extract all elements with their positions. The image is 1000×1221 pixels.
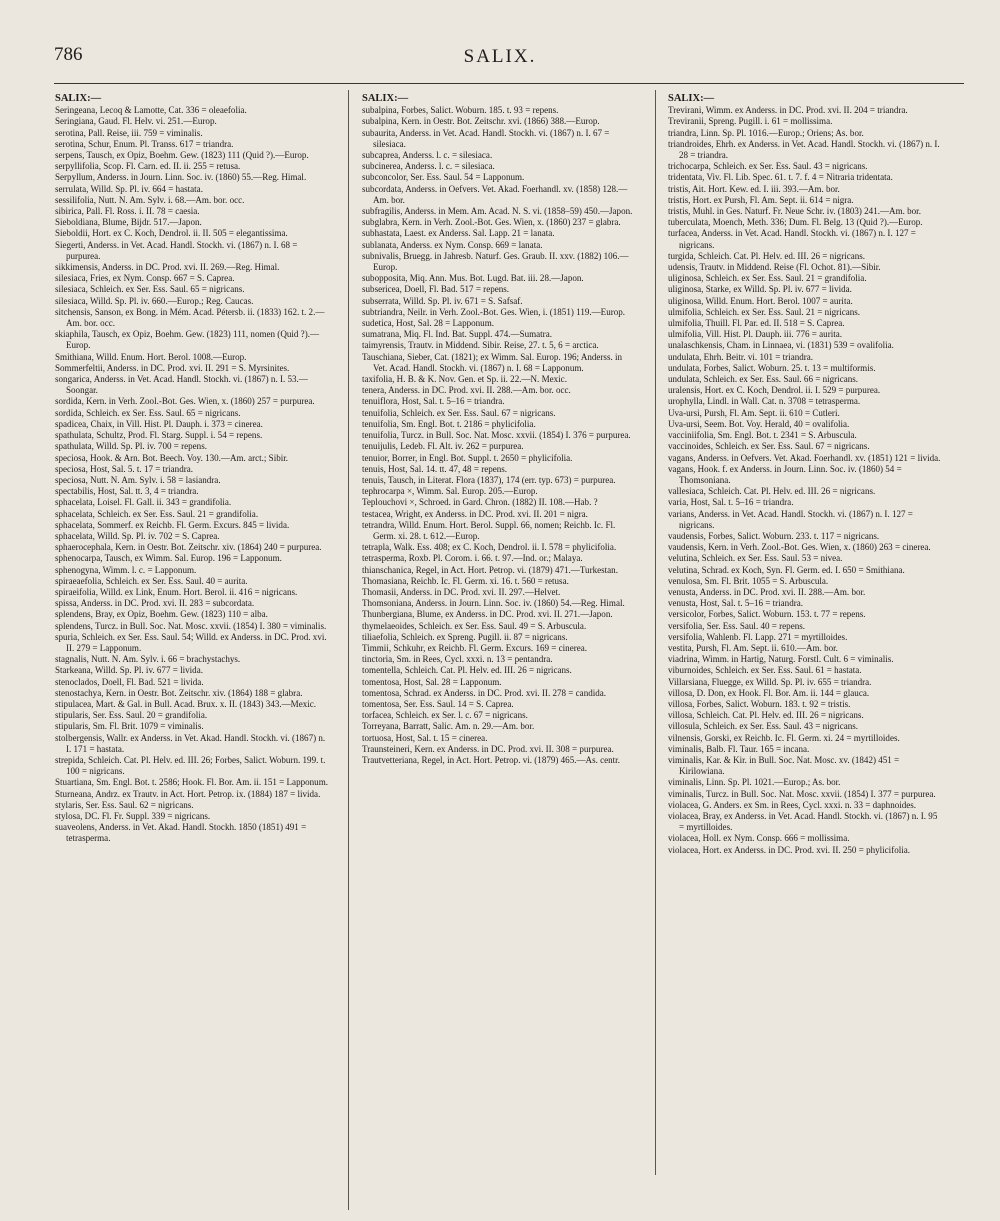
index-entry: taimyrensis, Trautv. in Middend. Sibir. Reise, 27. t. 5, 6 = arctica. (362, 340, 599, 351)
index-entry: subnivalis, Bruegg. in Jahresb. Naturf. Ges. Graub. II. xxv. (1882) 106.—Europ. (362, 250, 629, 273)
index-entry: subfragilis, Anderss. in Mem. Am. Acad. N. S. vi. (1858–59) 450.—Japon. (362, 206, 633, 217)
index-entry: villosula, Schleich. ex Ser. Ess. Saul. 43 = nigricans. (668, 721, 859, 732)
index-entry: splendens, Bray, ex Opiz, Boehm. Gew. (1823) 110 = alba. (55, 609, 268, 620)
index-entry: tomentosa, Host, Sal. 28 = Lapponum. (362, 676, 502, 687)
index-entry: speciosa, Nutt. N. Am. Sylv. i. 58 = lasiandra. (55, 474, 221, 485)
index-entry: Thomasii, Anderss. in DC. Prod. xvi. II. 297.—Helvet. (362, 586, 561, 597)
page-number: 786 (54, 44, 83, 65)
index-entry: sphacelata, Willd. Sp. Pl. iv. 702 = S. Caprea. (55, 530, 220, 541)
index-entry: velutina, Schleich. ex Ser. Ess. Saul. 53 = nivea. (668, 553, 843, 564)
index-entry: skiaphila, Tausch, ex Opiz, Boehm. Gew. (1823) 111, nomen (Quid ?).—Europ. (55, 329, 320, 351)
index-entry: stylosa, DC. Fl. Fr. Suppl. 339 = nigricans. (55, 811, 211, 821)
index-entry: tuberculata, Moench, Meth. 336; Dum. Fl. Belg. 13 (Quid ?).—Europ. (668, 217, 923, 228)
index-entry: tristis, Hort. ex Pursh, Fl. Am. Sept. ii. 614 = nigra. (668, 194, 854, 205)
index-entry: viminalis, Balb. Fl. Taur. 165 = incana. (668, 743, 810, 754)
index-entry: triandra, Linn. Sp. Pl. 1016.—Europ.; Oriens; As. bor. (668, 127, 864, 138)
index-entry: turgida, Schleich. Cat. Pl. Helv. ed. III. 26 = nigricans. (668, 250, 866, 261)
index-entry: serotina, Schur, Enum. Pl. Transs. 617 = triandra. (55, 138, 234, 149)
index-entry: subcinerea, Anderss. l. c. = silesiaca. (362, 161, 495, 172)
index-entry: spiraeaefolia, Schleich. ex Ser. Ess. Saul. 40 = aurita. (55, 575, 248, 586)
index-entry: subcaprea, Anderss. l. c. = silesiaca. (362, 150, 493, 161)
index-entry: vaccinoides, Schleich. ex Ser. Ess. Saul. 67 = nigricans. (668, 441, 870, 452)
index-entry: Sieboldii, Hort. ex C. Koch, Dendrol. ii. II. 505 = elegantissima. (55, 228, 288, 239)
index-entry: Seringiana, Gaud. Fl. Helv. vi. 251.—Europ. (55, 116, 217, 127)
index-entry: Smithiana, Willd. Enum. Hort. Berol. 1008.—Europ. (55, 351, 247, 362)
index-entry: sphenogyna, Wimm. l. c. = Lapponum. (55, 564, 197, 575)
index-entry: Thomsoniana, Anderss. in Journ. Linn. Soc. iv. (1860) 54.—Reg. Himal. (362, 598, 625, 609)
index-entry: versifolia, Ser. Ess. Saul. 40 = repens. (668, 620, 806, 631)
index-entry: subalpina, Kern. in Oestr. Bot. Zeitschr. xvi. (1866) 388.—Europ. (362, 116, 600, 127)
index-entry: stipularis, Sm. Fl. Brit. 1079 = viminalis. (55, 721, 204, 732)
index-entry: villosa, D. Don, ex Hook. Fl. Bor. Am. ii. 144 = glauca. (668, 687, 870, 698)
index-entry: Villarsiana, Fluegge, ex Willd. Sp. Pl. iv. 655 = triandra. (668, 676, 872, 687)
header-rule (54, 83, 964, 84)
index-entry: subglabra, Kern. in Verh. Zool.-Bot. Ges. Wien, x. (1860) 237 = glabra. (362, 217, 621, 228)
index-entry: Thunbergiana, Blume, ex Anderss. in DC. Prod. xvi. II. 271.—Japon. (362, 609, 613, 620)
index-entry: silesiaca, Fries, ex Nym. Consp. 667 = S. Caprea. (55, 273, 235, 284)
index-entry: sudetica, Host, Sal. 28 = Lapponum. (362, 318, 494, 329)
index-entry: vestita, Pursh, Fl. Am. Sept. ii. 610.—Am. bor. (668, 642, 838, 653)
column-heading: SALIX:— (668, 93, 715, 104)
index-entry: tenuis, Host, Sal. 14. tt. 47, 48 = repens. (362, 463, 508, 474)
index-entry: stipulacea, Mart. & Gal. in Bull. Acad. Brux. x. II. (1843) 343.—Mexic. (55, 698, 317, 709)
index-entry: Torreyana, Barratt, Salic. Am. n. 29.—Am. bor. (362, 721, 535, 732)
index-entry: uralensis, Hort. ex C. Koch, Dendrol. ii. I. 529 = purpurea. (668, 385, 881, 396)
index-entry: tetrandra, Willd. Enum. Hort. Berol. Suppl. 66, nomen; Reichb. Ic. Fl. Germ. xi. 28. t. 612.—Europ. (362, 519, 616, 541)
index-entry: serrulata, Willd. Sp. Pl. iv. 664 = hastata. (55, 183, 203, 194)
index-entry: tetrasperma, Roxb. Pl. Corom. i. 66. t. 97.—Ind. or.; Malaya. (362, 553, 583, 564)
index-entry: unalaschkensis, Cham. in Linnaea, vi. (1831) 539 = ovalifolia. (668, 340, 894, 351)
index-entry: subconcolor, Ser. Ess. Saul. 54 = Lapponum. (362, 172, 525, 183)
index-entry: vaudensis, Kern. in Verh. Zool.-Bot. Ges. Wien, x. (1860) 263 = cinerea. (668, 542, 931, 553)
index-entry: subcordata, Anderss. in Oefvers. Vet. Akad. Foerhandl. xv. (1858) 128.—Am. bor. (362, 183, 628, 205)
index-entry: serotina, Pall. Reise, iii. 759 = viminalis. (55, 127, 203, 138)
index-entry: tenuifolia, Turcz. in Bull. Soc. Nat. Mosc. xxvii. (1854) I. 376 = purpurea. (362, 430, 631, 441)
index-entry: subtriandra, Neilr. in Verh. Zool.-Bot. Ges. Wien, i. (1851) 119.—Europ. (362, 306, 626, 317)
index-entry: versicolor, Forbes, Salict. Woburn. 153. t. 77 = repens. (668, 609, 866, 620)
index-entry: speciosa, Host, Sal. 5. t. 17 = triandra. (55, 463, 194, 474)
index-entry: violacea, Bray, ex Anderss. in Vet. Acad. Handl. Stockh. vi. (1867) n. I. 95 = myrtilloides. (668, 811, 938, 833)
index-entry: vagans, Hook. f. ex Anderss. in Journ. Linn. Soc. iv. (1860) 54 = Thomsoniana. (668, 463, 902, 485)
index-entry: subserrata, Willd. Sp. Pl. iv. 671 = S. Safsaf. (362, 295, 523, 306)
index-entry: ulmifolia, Vill. Hist. Pl. Dauph. iii. 776 = aurita. (668, 329, 843, 340)
index-entry: turfacea, Anderss. in Vet. Acad. Handl. Stockh. vi. (1867) n. I. 127 = nigricans. (668, 228, 916, 250)
index-entry: suaveolens, Anderss. in Vet. Akad. Handl. Stockh. 1850 (1851) 491 = tetrasperma. (55, 822, 307, 844)
index-entry: tenuijulis, Ledeb. Fl. Alt. iv. 262 = purpurea. (362, 441, 524, 452)
index-entry: tenuifolia, Sm. Engl. Bot. t. 2186 = phylicifolia. (362, 418, 536, 429)
index-entry: thymelaeoides, Schleich. ex Ser. Ess. Saul. 49 = S. Arbuscula. (362, 620, 587, 631)
index-entry: Sieboldiana, Blume, Bijdr. 517.—Japon. (55, 217, 202, 228)
index-entry: tenera, Anderss. in DC. Prod. xvi. II. 288.—Am. bor. occ. (362, 385, 571, 396)
index-entry: speciosa, Hook. & Arn. Bot. Beech. Voy. 130.—Am. arct.; Sibir. (55, 452, 289, 463)
index-entry: tomentella, Schleich. Cat. Pl. Helv. ed. III. 26 = nigricans. (362, 665, 572, 676)
index-entry: subsericea, Doell, Fl. Bad. 517 = repens. (362, 284, 510, 295)
index-entry: venusta, Anderss. in DC. Prod. xvi. II. 288.—Am. bor. (668, 586, 866, 597)
index-entry: tinctoria, Sm. in Rees, Cycl. xxxi. n. 13 = pentandra. (362, 654, 553, 665)
index-entry: viminalis, Turcz. in Bull. Soc. Nat. Mosc. xxvii. (1854) I. 377 = purpurea. (668, 788, 936, 799)
index-entry: sessilifolia, Nutt. N. Am. Sylv. i. 68.—Am. bor. occ. (55, 194, 245, 205)
index-entry: sublanata, Anderss. ex Nym. Consp. 669 = lanata. (362, 239, 543, 250)
index-entry: villosa, Forbes, Salict. Woburn. 183. t. 92 = tristis. (668, 698, 851, 709)
index-entry: testacea, Wright, ex Anderss. in DC. Prod. xvi. II. 201 = nigra. (362, 508, 588, 519)
index-entry: subalpina, Forbes, Salict. Woburn. 185. t. 93 = repens. (362, 105, 559, 116)
index-entry: Sturneana, Andrz. ex Trautv. in Act. Hort. Petrop. ix. (1884) 187 = livida. (55, 788, 321, 799)
index-entry: subhastata, Laest. ex Anderss. Sal. Lapp. 21 = lanata. (362, 228, 555, 239)
index-entry: subopposita, Miq. Ann. Mus. Bot. Lugd. Bat. iii. 28.—Japon. (362, 273, 584, 284)
index-entry: viminalis, Kar. & Kir. in Bull. Soc. Nat. Mosc. xv. (1842) 451 = Kirilowiana. (668, 754, 900, 777)
index-entry: Stuartiana, Sm. Engl. Bot. t. 2586; Hook. Fl. Bor. Am. ii. 151 = Lapponum. (55, 777, 328, 788)
index-entry: uliginosa, Willd. Enum. Hort. Berol. 1007 = aurita. (668, 295, 853, 306)
column-divider (655, 90, 656, 1175)
index-entry: tenuior, Borrer, in Engl. Bot. Suppl. t. 2650 = phylicifolia. (362, 452, 573, 463)
index-entry: varia, Host, Sal. t. 5–16 = triandra. (668, 497, 794, 508)
index-entry: Trevirani, Wimm. ex Anderss. in DC. Prod. xvi. II. 204 = triandra. (668, 105, 908, 116)
index-entry: Starkeana, Willd. Sp. Pl. iv. 677 = livida. (55, 665, 203, 676)
index-entry: vallesiaca, Schleich. Cat. Pl. Helv. ed. III. 26 = nigricans. (668, 486, 876, 497)
index-entry: Thomasiana, Reichb. Ic. Fl. Germ. xi. 16. t. 560 = retusa. (362, 575, 569, 586)
index-entry: sphacelata, Loisel. Fl. Gall. ii. 343 = grandifolia. (55, 497, 232, 508)
column-1 (55, 93, 331, 845)
index-entry: uliginosa, Schleich. ex Ser. Ess. Saul. 21 = grandifolia. (668, 273, 867, 284)
index-entry: undulata, Schleich. ex Ser. Ess. Saul. 66 = nigricans. (668, 374, 859, 385)
index-entry: Traunsteineri, Kern. ex Anderss. in DC. Prod. xvi. II. 308 = purpurea. (362, 743, 614, 754)
index-entry: tristis, Ait. Hort. Kew. ed. I. iii. 393.—Am. bor. (668, 183, 840, 194)
index-entry: torfacea, Schleich. ex Ser. l. c. 67 = nigricans. (362, 710, 528, 721)
index-entry: undulata, Forbes, Salict. Woburn. 25. t. 13 = multiformis. (668, 362, 876, 373)
index-entry: Timmii, Schkuhr, ex Reichb. Fl. Germ. Excurs. 169 = cinerea. (362, 642, 588, 653)
index-entry: spiraeifolia, Willd. ex Link, Enum. Hort. Berol. ii. 416 = nigricans. (55, 586, 298, 597)
index-entry: tenuis, Tausch, in Literat. Flora (1837), 174 (err. typ. 673) = purpurea. (362, 474, 616, 485)
index-entry: trichocarpa, Schleich. ex Ser. Ess. Saul. 43 = nigricans. (668, 161, 868, 172)
index-entry: uliginosa, Starke, ex Willd. Sp. Pl. iv. 677 = livida. (668, 284, 852, 295)
index-entry: sumatrana, Miq. Fl. Ind. Bat. Suppl. 474.—Sumatra. (362, 329, 552, 340)
index-entry: varians, Anderss. in Vet. Acad. Handl. Stockh. vi. (1867) n. I. 127 = nigricans. (668, 508, 913, 530)
index-entry: sordida, Schleich. ex Ser. Ess. Saul. 65 = nigricans. (55, 407, 241, 418)
column-3 (668, 93, 944, 856)
index-entry: sphacelata, Sommerf. ex Reichb. Fl. Germ. Excurs. 845 = livida. (55, 519, 290, 530)
index-entry: sitchensis, Sanson, ex Bong. in Mém. Acad. Pétersb. ii. (1833) 162. t. 2.—Am. bor. occ. (55, 306, 325, 329)
index-entry: triandroides, Ehrh. ex Anderss. in Vet. Acad. Handl. Stockh. vi. (1867) n. I. 28 = triandra. (668, 138, 940, 161)
index-entry: strepida, Schleich. Cat. Pl. Helv. ed. III. 26; Forbes, Salict. Woburn. 199. t. 100 = nigricans. (55, 754, 326, 777)
index-entry: vagans, Anderss. in Oefvers. Vet. Akad. Foerhandl. xv. (1851) 121 = livida. (668, 452, 941, 463)
index-entry: serpens, Tausch, ex Opiz, Boehm. Gew. (1823) 111 (Quid ?).—Europ. (55, 150, 309, 161)
index-entry: Treviranii, Spreng. Pugill. i. 61 = mollissima. (668, 116, 833, 127)
index-entry: serpyllifolia, Scop. Fl. Carn. ed. II. ii. 255 = retusa. (55, 161, 241, 172)
index-entry: tomentosa, Ser. Ess. Saul. 14 = S. Caprea. (362, 698, 514, 709)
index-entry: subaurita, Anderss. in Vet. Acad. Handl. Stockh. vi. (1867) n. I. 67 = silesiaca. (362, 127, 610, 149)
index-entry: tomentosa, Schrad. ex Anderss. in DC. Prod. xvi. II. 278 = candida. (362, 687, 607, 698)
index-entry: sordida, Kern. in Verh. Zool.-Bot. Ges. Wien, x. (1860) 257 = purpurea. (55, 396, 315, 407)
index-entry: villosa, Schleich. Cat. Pl. Helv. ed. III. 26 = nigricans. (668, 710, 864, 721)
column-heading: SALIX:— (362, 93, 409, 104)
index-entry: velutina, Schrad. ex Koch, Syn. Fl. Germ. ed. I. 650 = Smithiana. (668, 564, 905, 575)
index-entry: viadrina, Wimm. in Hartig, Naturg. Forstl. Cult. 6 = viminalis. (668, 654, 894, 665)
index-entry: Uva-ursi, Seem. Bot. Voy. Herald, 40 = ovalifolia. (668, 418, 850, 429)
index-entry: Serpyllum, Anderss. in Journ. Linn. Soc. iv. (1860) 55.—Reg. Himal. (55, 172, 307, 183)
index-entry: tortuosa, Host, Sal. t. 15 = cinerea. (362, 732, 488, 743)
index-entry: venusta, Host, Sal. t. 5–16 = triandra. (668, 598, 804, 609)
index-entry: splendens, Turcz. in Bull. Soc. Nat. Mosc. xxvii. (1854) I. 380 = viminalis. (55, 620, 327, 631)
index-entry: violacea, Hort. ex Anderss. in DC. Prod. xvi. II. 250 = phylicifolia. (668, 844, 911, 855)
index-entry: tiliaefolia, Schleich. ex Spreng. Pugill. ii. 87 = nigricans. (362, 631, 568, 642)
index-entry: tristis, Muhl. in Ges. Naturf. Fr. Neue Schr. iv. (1803) 241.—Am. bor. (668, 206, 921, 217)
running-head: SALIX. (463, 46, 537, 67)
index-entry: viminalis, Linn. Sp. Pl. 1021.—Europ.; As. bor. (668, 777, 841, 788)
index-entry: venulosa, Sm. Fl. Brit. 1055 = S. Arbuscula. (668, 575, 829, 586)
index-entry: sibirica, Pall. Fl. Ross. i. II. 78 = caesia. (55, 206, 200, 217)
column-heading: SALIX:— (55, 93, 102, 104)
index-entry: sphacelata, Schleich. ex Ser. Ess. Saul. 21 = grandifolia. (55, 508, 259, 519)
index-entry: thianschanica, Regel, in Act. Hort. Petrop. vi. (1879) 471.—Turkestan. (362, 564, 618, 575)
index-entry: taxifolia, H. B. & K. Nov. Gen. et Sp. ii. 22.—N. Mexic. (362, 374, 567, 385)
index-entry: tenuifolia, Schleich. ex Ser. Ess. Saul. 67 = nigricans. (362, 407, 556, 418)
index-entry: stylaris, Ser. Ess. Saul. 62 = nigricans. (55, 799, 194, 810)
index-entry: spadicea, Chaix, in Vill. Hist. Pl. Dauph. i. 373 = cinerea. (55, 418, 263, 429)
index-entry: Trautvetteriana, Regel, in Act. Hort. Petrop. vi. (1879) 465.—As. centr. (362, 754, 620, 765)
index-entry: sphaerocephala, Kern. in Oestr. Bot. Zeitschr. xiv. (1864) 240 = purpurea. (55, 542, 322, 553)
index-entry: vacciniifolia, Sm. Engl. Bot. t. 2341 = S. Arbuscula. (668, 430, 857, 441)
column-divider (348, 90, 349, 1210)
index-entry: spathulata, Schultz, Prod. Fl. Starg. Suppl. i. 54 = repens. (55, 430, 263, 441)
column-2 (362, 93, 638, 766)
index-entry: Seringeana, Lecoq & Lamotte, Cat. 336 = oleaefolia. (55, 105, 247, 116)
index-entry: sphenocarpa, Tausch, ex Wimm. Sal. Europ. 196 = Lapponum. (55, 553, 282, 564)
index-entry: urophylla, Lindl. in Wall. Cat. n. 3708 = tetrasperma. (668, 396, 861, 407)
index-entry: violacea, Holl. ex Nym. Consp. 666 = mollissima. (668, 833, 850, 844)
index-entry: undulata, Ehrh. Beitr. vi. 101 = triandra. (668, 351, 814, 362)
index-entry: stipularis, Ser. Ess. Saul. 20 = grandifolia. (55, 710, 208, 721)
index-entry: Sommerfeltii, Anderss. in DC. Prod. xvi. II. 291 = S. Myrsinites. (55, 362, 290, 373)
index-entry: silesiaca, Schleich. ex Ser. Ess. Saul. 65 = nigricans. (55, 284, 245, 295)
index-entry: tephrocarpa ×, Wimm. Sal. Europ. 205.—Europ. (362, 486, 538, 497)
index-entry: vaudensis, Forbes, Salict. Woburn. 233. t. 117 = nigricans. (668, 530, 880, 541)
index-entry: versifolia, Wahlenb. Fl. Lapp. 271 = myrtilloides. (668, 631, 848, 642)
index-entry: stolbergensis, Wallr. ex Anderss. in Vet. Akad. Handl. Stockh. vi. (1867) n. I. 171 = hastata. (55, 732, 326, 754)
index-entry: tetrapla, Walk. Ess. 408; ex C. Koch, Dendrol. ii. I. 578 = phylicifolia. (362, 542, 617, 553)
index-entry: vilnensis, Gorski, ex Reichb. Ic. Fl. Germ. xi. 24 = myrtilloides. (668, 732, 900, 743)
index-entry: ulmifolia, Schleich. ex Ser. Ess. Saul. 21 = nigricans. (668, 306, 861, 317)
index-entry: Siegerti, Anderss. in Vet. Acad. Handl. Stockh. vi. (1867) n. I. 68 = purpurea. (55, 239, 298, 261)
index-entry: spissa, Anderss. in DC. Prod. xvi. II. 283 = subcordata. (55, 598, 255, 609)
index-entry: ulmifolia, Thuill. Fl. Par. ed. II. 518 = S. Caprea. (668, 318, 845, 329)
index-entry: sikkimensis, Anderss. in DC. Prod. xvi. II. 269.—Reg. Himal. (55, 262, 280, 273)
index-entry: Teplouchovi ×, Schroed. in Gard. Chron. (1882) II. 108.—Hab. ? (362, 497, 598, 508)
index-entry: Tauschiana, Sieber, Cat. (1821); ex Wimm. Sal. Europ. 196; Anderss. in Vet. Acad. Handl. Stockh. vi. (1867) n. I. 68 = Lapponum. (362, 351, 623, 373)
index-entry: spuria, Schleich. ex Ser. Ess. Saul. 54; Willd. ex Anderss. in DC. Prod. xvi. II. 279 = Lapponum. (55, 631, 327, 653)
index-entry: viburnoides, Schleich. ex Ser. Ess. Saul. 61 = hastata. (668, 665, 862, 676)
index-entry: silesiaca, Willd. Sp. Pl. iv. 660.—Europ.; Reg. Caucas. (55, 295, 254, 306)
index-entry: tridentata, Viv. Fl. Lib. Spec. 61. t. 7. f. 4 = Nitraria tridentata. (668, 172, 893, 183)
index-entry: tenuiflora, Host, Sal. t. 5–16 = triandra. (362, 396, 505, 407)
index-entry: stagnalis, Nutt. N. Am. Sylv. i. 66 = brachystachys. (55, 654, 241, 665)
index-entry: violacea, G. Anders. ex Sm. in Rees, Cycl. xxxi. n. 33 = daphnoides. (668, 799, 917, 810)
index-entry: Uva-ursi, Pursh, Fl. Am. Sept. ii. 610 = Cutleri. (668, 407, 840, 418)
index-entry: stenostachya, Kern. in Oestr. Bot. Zeitschr. xiv. (1864) 188 = glabra. (55, 687, 303, 698)
index-entry: spathulata, Willd. Sp. Pl. iv. 700 = repens. (55, 441, 207, 452)
index-entry: stenoclados, Doell, Fl. Bad. 521 = livida. (55, 676, 204, 687)
index-entry: udensis, Trautv. in Middend. Reise (Fl. Ochot. 81).—Sibir. (668, 262, 881, 273)
index-entry: spectabilis, Host, Sal. tt. 3, 4 = triandra. (55, 486, 199, 497)
index-entry: songarica, Anderss. in Vet. Acad. Handl. Stockh. vi. (1867) n. I. 53.—Soongar. (55, 374, 308, 396)
